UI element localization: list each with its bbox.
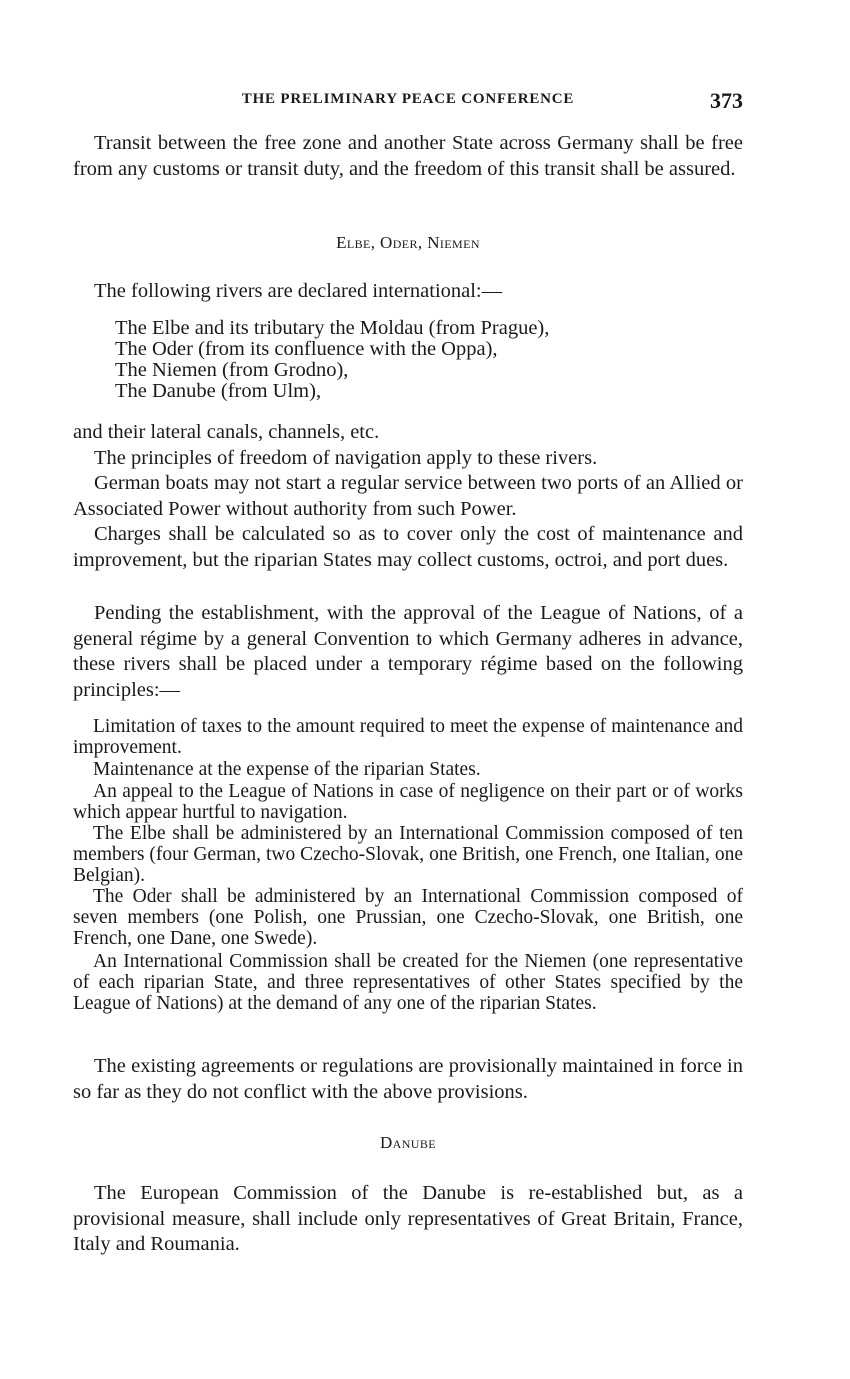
river-list-item: The Oder (from its confluence with the Oppa),	[115, 338, 498, 360]
paragraph-rivers-intro: The following rivers are declared international:—	[94, 280, 503, 302]
paragraph-transit: Transit between the free zone and another State across Germany shall be free from any customs or transit duty, and the freedom of this transit shall be assured.	[73, 132, 743, 180]
section-heading-rivers: Elbe, Oder, Niemen	[336, 233, 480, 252]
paragraph-pending: Pending the establishment, with the approval of the League of Nations, of a general régime by a general Convention to which Germany adheres in advance, these rivers shall be placed under a temporary régime based on the following principles:—	[73, 602, 743, 701]
principle-item: The Oder shall be administered by an International Commission composed of seven members (one Polish, one Prussian, one Czecho-Slovak, one British, one French, one Dane, one Swede).	[73, 886, 743, 949]
running-head	[73, 88, 743, 114]
river-list-item: The Niemen (from Grodno),	[115, 359, 349, 381]
section-heading-danube: Danube	[379, 1133, 436, 1152]
paragraph-german-boats: German boats may not start a regular service between two ports of an Allied or Associated Power without authority from such Power.	[73, 472, 743, 520]
river-list-item: The Danube (from Ulm),	[115, 380, 322, 402]
paragraph-principles: The principles of freedom of navigation apply to these rivers.	[94, 447, 598, 469]
principle-item: Limitation of taxes to the amount required to meet the expense of maintenance and improvement.	[73, 716, 743, 758]
paragraph-existing-agreements: The existing agreements or regulations are provisionally maintained in force in so far as they do not conflict with the above provisions.	[73, 1055, 743, 1103]
principle-item: An International Commission shall be created for the Niemen (one representative of each riparian State, and three representatives of other States specified by the League of Nations) at the demand of any one of the riparian States.	[73, 951, 743, 1014]
river-list-item: The Elbe and its tributary the Moldau (from Prague),	[115, 317, 550, 339]
principle-item: The Elbe shall be administered by an International Commission composed of ten members (four German, two Czecho-Slovak, one British, one French, one Italian, one Belgian).	[73, 823, 743, 886]
page-number: 373	[710, 88, 743, 113]
paragraph-charges: Charges shall be calculated so as to cover only the cost of maintenance and improvement, but the riparian States may collect customs, octroi, and port dues.	[73, 523, 743, 571]
running-title: THE PRELIMINARY PEACE CONFERENCE	[241, 91, 575, 107]
principle-item: Maintenance at the expense of the riparian States.	[93, 759, 481, 780]
paragraph-european-commission: The European Commission of the Danube is re-established but, as a provisional measure, shall include only representatives of Great Britain, France, Italy and Roumania.	[73, 1182, 743, 1255]
principle-item: An appeal to the League of Nations in case of negligence on their part or of works which appear hurtful to navigation.	[73, 781, 743, 823]
paragraph-lateral-canals: and their lateral canals, channels, etc.	[73, 421, 380, 443]
